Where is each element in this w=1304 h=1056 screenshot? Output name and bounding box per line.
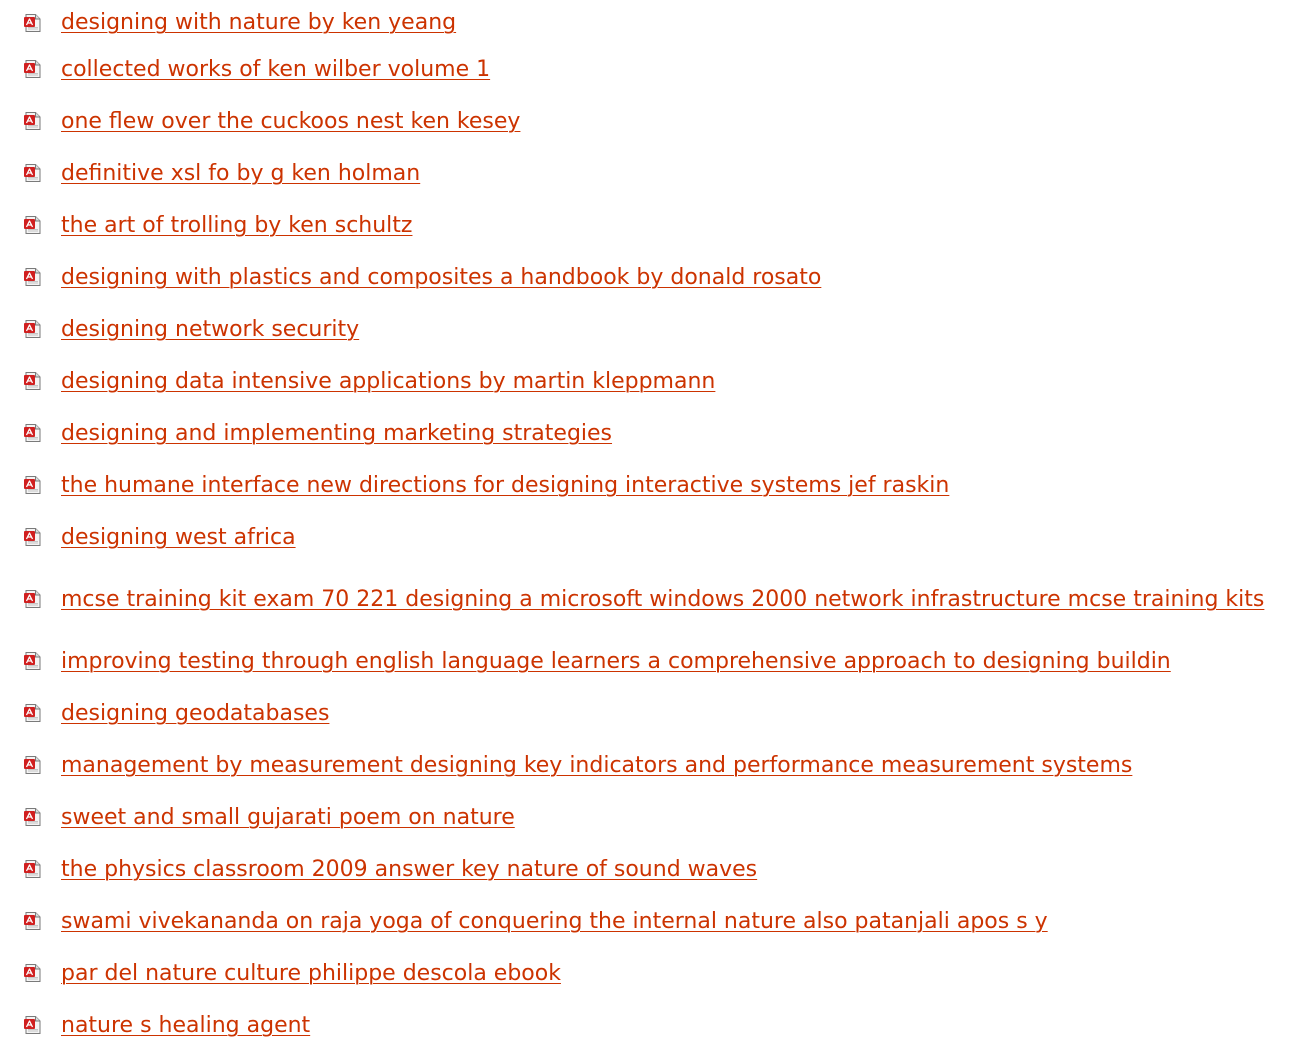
pdf-file-icon	[23, 267, 43, 287]
file-link[interactable]: improving testing through english language learners a comprehensive approach to designing buildin	[61, 648, 1171, 674]
file-link[interactable]: the humane interface new directions for designing interactive systems jef raskin	[61, 472, 950, 498]
pdf-file-icon	[23, 59, 43, 79]
pdf-file-icon	[23, 859, 43, 879]
pdf-file-icon	[23, 589, 43, 609]
list-item	[0, 204, 1304, 246]
pdf-file-icon	[23, 755, 43, 775]
list-item	[0, 796, 1304, 838]
file-link[interactable]: designing west africa	[61, 524, 296, 550]
list-item	[0, 848, 1304, 890]
file-link[interactable]: designing with plastics and composites a handbook by donald rosato	[61, 264, 822, 290]
file-link[interactable]: designing data intensive applications by martin kleppmann	[61, 368, 716, 394]
pdf-file-icon	[23, 475, 43, 495]
list-item	[0, 568, 1304, 630]
list-item	[0, 7, 1304, 38]
list-item	[0, 640, 1304, 682]
list-item	[0, 308, 1304, 350]
list-item	[0, 464, 1304, 506]
file-link[interactable]: designing network security	[61, 316, 360, 342]
file-link[interactable]: designing with nature by ken yeang	[61, 10, 457, 35]
file-link[interactable]: mcse training kit exam 70 221 designing a microsoft windows 2000 network infrastructure mcse training kits	[61, 586, 1265, 612]
list-item	[0, 744, 1304, 786]
file-link[interactable]: designing geodatabases	[61, 700, 330, 726]
file-link[interactable]: the physics classroom 2009 answer key nature of sound waves	[61, 856, 758, 882]
pdf-file-icon	[23, 319, 43, 339]
file-link[interactable]: swami vivekananda on raja yoga of conquering the internal nature also patanjali apos s y	[61, 908, 1048, 934]
list-item	[0, 516, 1304, 558]
list-item	[0, 100, 1304, 142]
list-item	[0, 1004, 1304, 1046]
pdf-file-icon	[23, 13, 43, 33]
file-link[interactable]: sweet and small gujarati poem on nature	[61, 804, 515, 830]
list-item	[0, 48, 1304, 90]
pdf-file-icon	[23, 703, 43, 723]
pdf-file-icon	[23, 807, 43, 827]
pdf-file-icon	[23, 651, 43, 671]
list-item	[0, 256, 1304, 298]
pdf-file-icon	[23, 1015, 43, 1035]
file-link[interactable]: designing and implementing marketing strategies	[61, 420, 613, 446]
list-item	[0, 152, 1304, 194]
file-link[interactable]: definitive xsl fo by g ken holman	[61, 160, 421, 186]
list-item	[0, 360, 1304, 402]
file-link[interactable]: par del nature culture philippe descola ebook	[61, 960, 561, 986]
pdf-file-icon	[23, 163, 43, 183]
file-link[interactable]: the art of trolling by ken schultz	[61, 212, 413, 238]
file-link[interactable]: nature s healing agent	[61, 1012, 311, 1038]
pdf-file-icon	[23, 111, 43, 131]
pdf-file-icon	[23, 215, 43, 235]
list-item	[0, 900, 1304, 942]
file-link[interactable]: collected works of ken wilber volume 1	[61, 56, 491, 82]
pdf-file-icon	[23, 527, 43, 547]
pdf-file-icon	[23, 371, 43, 391]
pdf-file-icon	[23, 963, 43, 983]
pdf-file-icon	[23, 423, 43, 443]
list-item	[0, 952, 1304, 994]
list-item	[0, 412, 1304, 454]
file-link[interactable]: one flew over the cuckoos nest ken kesey	[61, 108, 521, 134]
pdf-file-icon	[23, 911, 43, 931]
list-item	[0, 692, 1304, 734]
file-link[interactable]: management by measurement designing key indicators and performance measurement systems	[61, 752, 1133, 778]
